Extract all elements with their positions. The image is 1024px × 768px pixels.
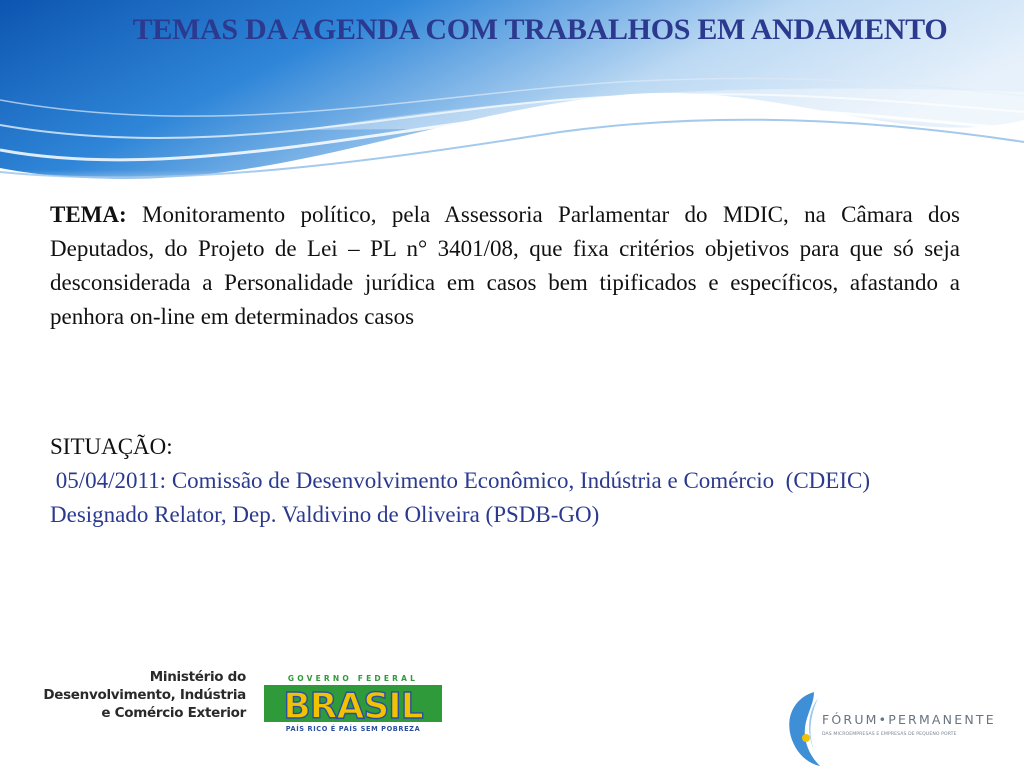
tema-text: Monitoramento político, pela Assessoria Parlamentar do MDIC, na Câmara dos Deputados, do Projeto de Lei – PL n° 3401/08, que fixa critérios objetivos para que só seja desconsiderada a Personalidade jurídica em casos bem tipificados e específicos, afastando a penhora on-line em determinados casos — [50, 202, 961, 329]
slide-title: TEMAS DA AGENDA COM TRABALHOS EM ANDAMENTO — [132, 13, 948, 46]
forum-permanente-subtitle: DAS MICROEMPRESAS E EMPRESAS DE PEQUENO PORTE — [822, 732, 957, 737]
ministry-logo-line: Desenvolvimento, Indústria — [43, 687, 246, 703]
tema-label: TEMA: — [50, 202, 127, 227]
situacao-commission: 05/04/2011: Comissão de Desenvolvimento Econômico, Indústria e Comércio (CDEIC) — [50, 468, 870, 493]
situacao-section — [50, 430, 950, 532]
situacao-rapporteur: Designado Relator, Dep. Valdivino de Oliveira (PSDB-GO) — [50, 502, 600, 527]
governo-federal-brasil-logo — [262, 672, 444, 734]
brasil-wordmark: BRASIL — [283, 686, 423, 727]
situacao-label: SITUAÇÃO: — [50, 434, 173, 459]
governo-federal-text: GOVERNO FEDERAL — [287, 674, 419, 683]
forum-permanente-logo-mark — [784, 688, 1024, 768]
ministry-logo-line: Ministério do — [149, 669, 246, 685]
brasil-slogan: PAÍS RICO É PAÍS SEM POBREZA — [285, 725, 421, 733]
forum-permanente-name: FÓRUM•PERMANENTE — [822, 712, 996, 727]
ministry-logo-line: e Comércio Exterior — [101, 705, 246, 721]
tema-paragraph — [50, 198, 960, 334]
ministry-logo — [40, 668, 246, 722]
